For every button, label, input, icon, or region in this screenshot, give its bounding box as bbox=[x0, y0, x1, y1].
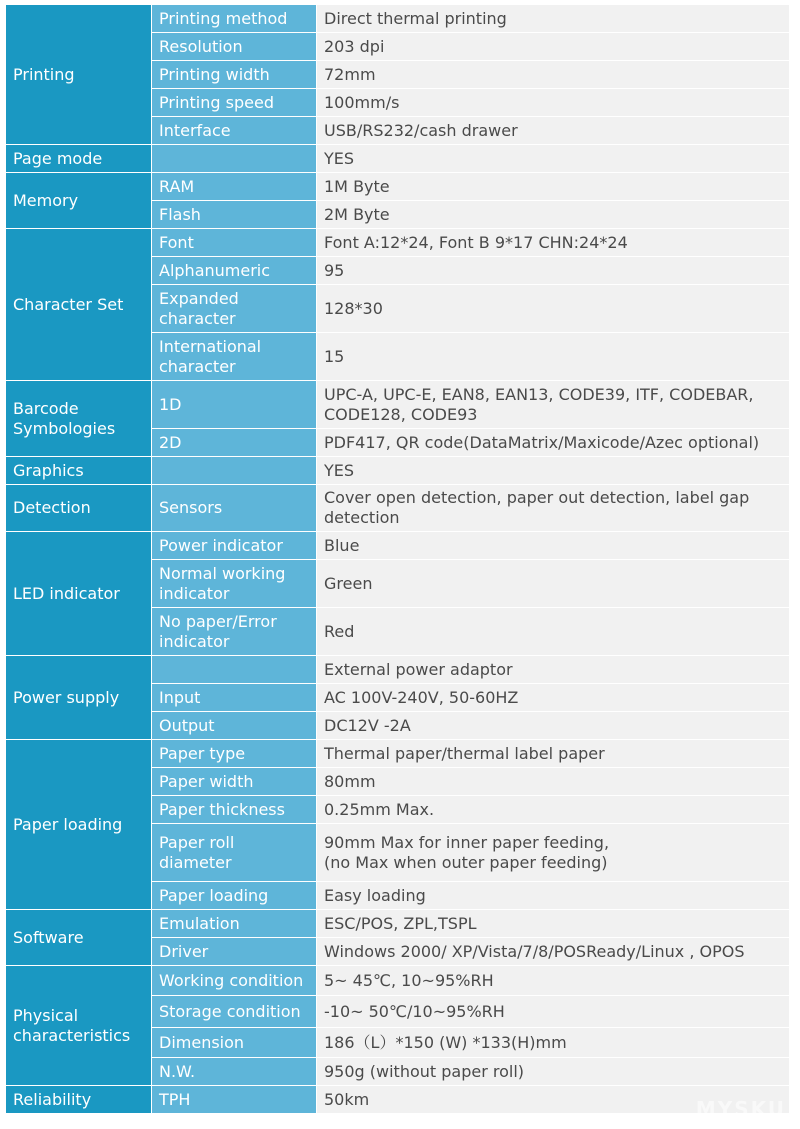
value-text: Green bbox=[324, 573, 373, 593]
subcategory-cell: Paper roll diameter bbox=[152, 824, 316, 881]
value-text: 1M Byte bbox=[324, 176, 390, 196]
spec-row bbox=[6, 145, 789, 172]
spec-table bbox=[5, 4, 790, 1114]
category-cell: Page mode bbox=[6, 145, 151, 172]
subcategory-cell bbox=[152, 656, 316, 683]
value-text: 90mm Max for inner paper feeding, bbox=[324, 832, 610, 852]
value-cell bbox=[317, 1028, 789, 1057]
value-text: (no Max when outer paper feeding) bbox=[324, 852, 608, 872]
category-cell: Physical characteristics bbox=[6, 966, 151, 1085]
subcategory-cell: Normal working indicator bbox=[152, 560, 316, 607]
value-cell bbox=[317, 89, 789, 116]
value-cell bbox=[317, 608, 789, 655]
value-text: Direct thermal printing bbox=[324, 8, 507, 28]
value-cell bbox=[317, 61, 789, 88]
value-text: -10~ 50℃/10~95%RH bbox=[324, 1001, 505, 1021]
spec-row bbox=[6, 966, 789, 995]
value-text: Red bbox=[324, 621, 355, 641]
subcategory-cell: N.W. bbox=[152, 1058, 316, 1085]
subcategory-cell: Working condition bbox=[152, 966, 316, 995]
value-text: Windows 2000/ XP/Vista/7/8/POSReady/Linux , OPOS bbox=[324, 941, 745, 961]
value-cell bbox=[317, 145, 789, 172]
subcategory-cell: Printing method bbox=[152, 5, 316, 32]
subcategory-cell: RAM bbox=[152, 173, 316, 200]
value-text: Blue bbox=[324, 535, 360, 555]
subcategory-cell: Flash bbox=[152, 201, 316, 228]
value-text: 15 bbox=[324, 346, 345, 366]
spec-row bbox=[6, 5, 789, 32]
value-text: Font A:12*24, Font B 9*17 CHN:24*24 bbox=[324, 232, 628, 252]
value-cell bbox=[317, 882, 789, 909]
value-text: 950g (without paper roll) bbox=[324, 1061, 525, 1081]
subcategory-cell: Printing speed bbox=[152, 89, 316, 116]
category-cell: Paper loading bbox=[6, 740, 151, 909]
watermark: MYSKU bbox=[695, 1097, 786, 1121]
value-cell bbox=[317, 966, 789, 995]
value-cell bbox=[317, 656, 789, 683]
value-cell bbox=[317, 910, 789, 937]
value-text: 186（L）*150 (W) *133(H)mm bbox=[324, 1032, 567, 1052]
subcategory-cell: Power indicator bbox=[152, 532, 316, 559]
value-text: YES bbox=[324, 148, 355, 168]
value-cell bbox=[317, 33, 789, 60]
category-cell: Graphics bbox=[6, 457, 151, 484]
value-cell bbox=[317, 429, 789, 456]
value-text: 203 dpi bbox=[324, 36, 385, 56]
subcategory-cell: TPH bbox=[152, 1086, 316, 1113]
value-cell bbox=[317, 485, 789, 531]
value-cell bbox=[317, 1058, 789, 1085]
subcategory-cell: Expanded character bbox=[152, 285, 316, 332]
subcategory-cell: Output bbox=[152, 712, 316, 739]
value-cell bbox=[317, 938, 789, 965]
category-cell: Reliability bbox=[6, 1086, 151, 1113]
category-cell: Power supply bbox=[6, 656, 151, 739]
subcategory-cell: Paper loading bbox=[152, 882, 316, 909]
subcategory-cell: Printing width bbox=[152, 61, 316, 88]
subcategory-cell: Dimension bbox=[152, 1028, 316, 1057]
category-cell: Barcode Symbologies bbox=[6, 381, 151, 456]
value-cell bbox=[317, 333, 789, 380]
spec-table-body bbox=[6, 5, 789, 1113]
value-cell bbox=[317, 740, 789, 767]
value-cell bbox=[317, 532, 789, 559]
value-text: Easy loading bbox=[324, 885, 426, 905]
value-text: PDF417, QR code(DataMatrix/Maxicode/Azec optional) bbox=[324, 432, 760, 452]
value-text: AC 100V-240V, 50-60HZ bbox=[324, 687, 519, 707]
value-text: 0.25mm Max. bbox=[324, 799, 435, 819]
category-cell: Printing bbox=[6, 5, 151, 144]
value-cell bbox=[317, 796, 789, 823]
value-cell bbox=[317, 768, 789, 795]
subcategory-cell: International character bbox=[152, 333, 316, 380]
subcategory-cell: Input bbox=[152, 684, 316, 711]
subcategory-cell: Driver bbox=[152, 938, 316, 965]
value-cell bbox=[317, 824, 789, 881]
spec-row bbox=[6, 229, 789, 256]
spec-row bbox=[6, 740, 789, 767]
category-cell: Detection bbox=[6, 485, 151, 531]
spec-row bbox=[6, 1086, 789, 1113]
value-text: 80mm bbox=[324, 771, 376, 791]
value-text: 2M Byte bbox=[324, 204, 390, 224]
value-text: Thermal paper/thermal label paper bbox=[324, 743, 605, 763]
category-cell: Memory bbox=[6, 173, 151, 228]
value-cell bbox=[317, 457, 789, 484]
value-text: 95 bbox=[324, 260, 345, 280]
value-cell bbox=[317, 381, 789, 428]
value-text: DC12V -2A bbox=[324, 715, 411, 735]
value-text: External power adaptor bbox=[324, 659, 513, 679]
subcategory-cell: Storage condition bbox=[152, 996, 316, 1027]
value-cell bbox=[317, 257, 789, 284]
subcategory-cell: Interface bbox=[152, 117, 316, 144]
category-cell: LED indicator bbox=[6, 532, 151, 655]
subcategory-cell: Paper thickness bbox=[152, 796, 316, 823]
value-text: USB/RS232/cash drawer bbox=[324, 120, 518, 140]
value-cell bbox=[317, 996, 789, 1027]
subcategory-cell bbox=[152, 457, 316, 484]
value-cell bbox=[317, 173, 789, 200]
subcategory-cell: 1D bbox=[152, 381, 316, 428]
subcategory-cell: Resolution bbox=[152, 33, 316, 60]
value-cell bbox=[317, 229, 789, 256]
value-text: 5~ 45℃, 10~95%RH bbox=[324, 970, 494, 990]
spec-row bbox=[6, 910, 789, 937]
value-text: YES bbox=[324, 460, 355, 480]
subcategory-cell: Sensors bbox=[152, 485, 316, 531]
value-text: 50km bbox=[324, 1089, 370, 1109]
category-cell: Character Set bbox=[6, 229, 151, 380]
subcategory-cell: Emulation bbox=[152, 910, 316, 937]
value-cell bbox=[317, 201, 789, 228]
spec-row bbox=[6, 173, 789, 200]
category-cell: Software bbox=[6, 910, 151, 965]
value-cell bbox=[317, 560, 789, 607]
value-cell bbox=[317, 712, 789, 739]
spec-row bbox=[6, 457, 789, 484]
spec-row bbox=[6, 656, 789, 683]
subcategory-cell bbox=[152, 145, 316, 172]
value-cell bbox=[317, 684, 789, 711]
subcategory-cell: 2D bbox=[152, 429, 316, 456]
value-text: ESC/POS, ZPL,TSPL bbox=[324, 913, 477, 933]
value-cell bbox=[317, 5, 789, 32]
subcategory-cell: Alphanumeric bbox=[152, 257, 316, 284]
spec-row bbox=[6, 485, 789, 531]
subcategory-cell: Paper width bbox=[152, 768, 316, 795]
value-text: Cover open detection, paper out detection, label gap detection bbox=[324, 488, 750, 527]
subcategory-cell: Font bbox=[152, 229, 316, 256]
value-cell bbox=[317, 285, 789, 332]
value-text: 72mm bbox=[324, 64, 376, 84]
value-text: 100mm/s bbox=[324, 92, 400, 112]
subcategory-cell: No paper/Error indicator bbox=[152, 608, 316, 655]
spec-row bbox=[6, 532, 789, 559]
spec-row bbox=[6, 381, 789, 428]
value-text: 128*30 bbox=[324, 298, 383, 318]
value-cell bbox=[317, 117, 789, 144]
subcategory-cell: Paper type bbox=[152, 740, 316, 767]
value-text: UPC-A, UPC-E, EAN8, EAN13, CODE39, ITF, CODEBAR, CODE128, CODE93 bbox=[324, 384, 754, 424]
